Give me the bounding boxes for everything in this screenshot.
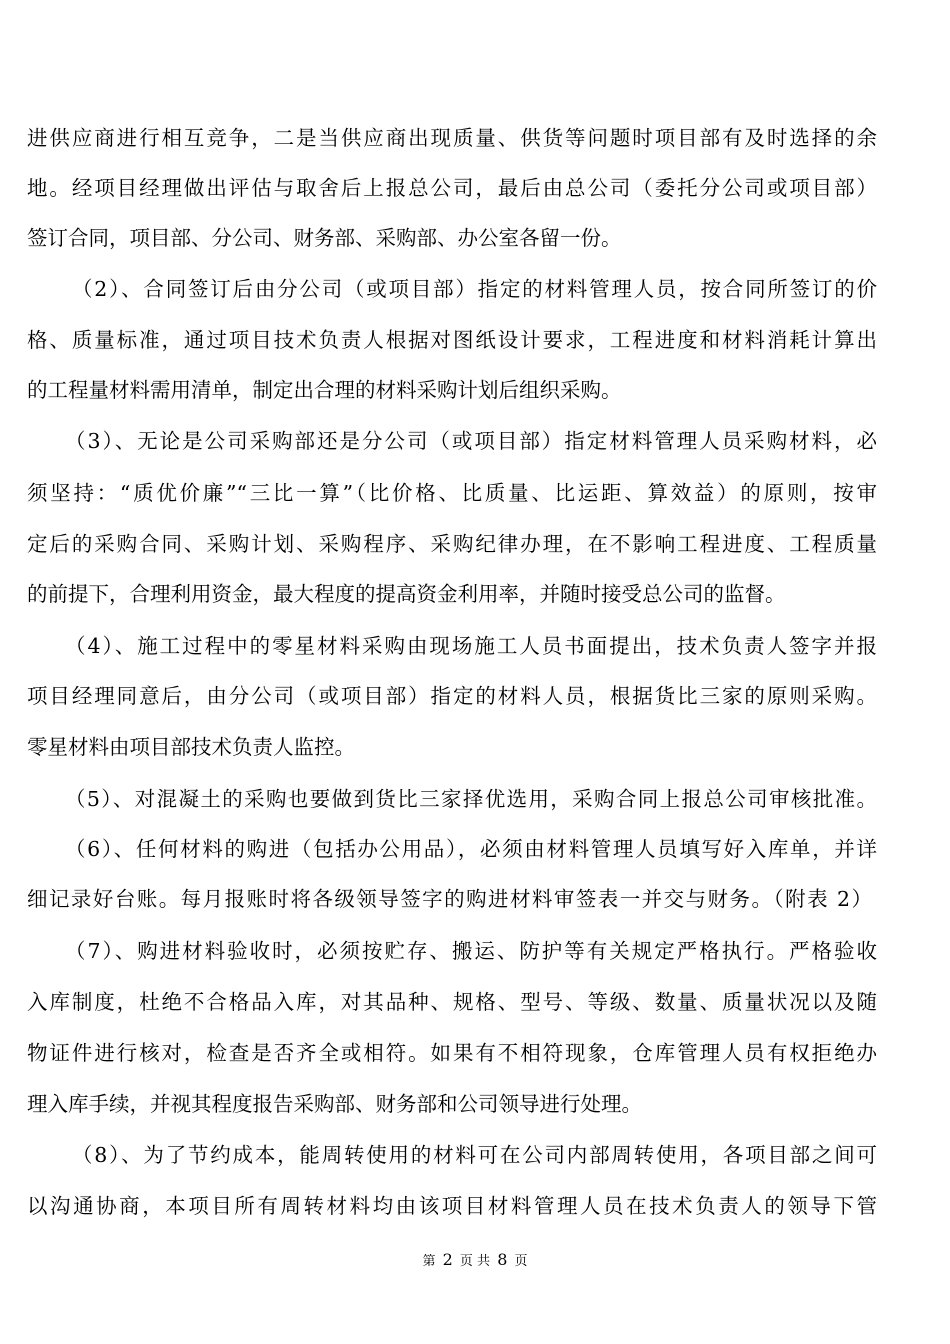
text-line: 项目经理同意后，由分公司（或项目部）指定的材料人员，根据货比三家的原则采购。 (27, 684, 877, 708)
text-line: （2）、合同签订后由分公司（或项目部）指定的材料管理人员，按合同所签订的价 (72, 277, 877, 301)
text-line: 物证件进行核对，检查是否齐全或相符。如果有不相符现象，仓库管理人员有权拒绝办 (27, 1041, 877, 1065)
text-line: 理入库手续，并视其程度报告采购部、财务部和公司领导进行处理。 (27, 1092, 642, 1116)
text-line: 签订合同，项目部、分公司、财务部、采购部、办公室各留一份。 (27, 226, 622, 250)
page-footer (0, 1250, 950, 1272)
text-line: 地。经项目经理做出评估与取舍后上报总公司，最后由总公司（委托分公司或项目部） (27, 176, 877, 200)
text-line: （4）、施工过程中的零星材料采购由现场施工人员书面提出，技术负责人签字并报 (65, 634, 877, 658)
text-line: 以沟通协商，本项目所有周转材料均由该项目材料管理人员在技术负责人的领导下管 (27, 1194, 877, 1218)
text-line: （3）、无论是公司采购部还是分公司（或项目部）指定材料管理人员采购材料，必 (65, 429, 877, 453)
text-line: 零星材料由项目部技术负责人监控。 (27, 735, 355, 759)
footer-suffix: 页 (514, 1254, 528, 1269)
text-line: 须坚持：“质优价廉”“三比一算”（比价格、比质量、比运距、算效益）的原则，按审 (27, 481, 877, 505)
text-line: （5）、对混凝土的采购也要做到货比三家择优选用，采购合同上报总公司审核批准。 (65, 787, 877, 811)
text-line: 格、质量标准，通过项目技术负责人根据对图纸设计要求，工程进度和材料消耗计算出 (27, 328, 877, 352)
text-line: （8）、为了节约成本，能周转使用的材料可在公司内部周转使用，各项目部之间可 (72, 1143, 877, 1167)
text-line: 定后的采购合同、采购计划、采购程序、采购纪律办理，在不影响工程进度、工程质量 (27, 532, 877, 556)
footer-prefix: 第 (422, 1254, 436, 1269)
text-line: （6）、任何材料的购进（包括办公用品），必须由材料管理人员填写好入库单，并详 (65, 837, 877, 861)
text-line: 进供应商进行相互竞争，二是当供应商出现质量、供货等问题时项目部有及时选择的余 (27, 126, 877, 150)
text-line: 细记录好台账。每月报账时将各级领导签字的购进材料审签表一并交与财务。（附表 2） (27, 887, 872, 911)
text-line: 的工程量材料需用清单，制定出合理的材料采购计划后组织采购。 (27, 378, 622, 402)
current-page-number: 2 (442, 1250, 453, 1269)
footer-middle: 页 共 (459, 1254, 491, 1269)
text-line: 入库制度，杜绝不合格品入库，对其品种、规格、型号、等级、数量、质量状况以及随 (27, 990, 877, 1014)
text-line: （7）、购进材料验收时，必须按贮存、搬运、防护等有关规定严格执行。严格验收 (65, 939, 877, 963)
total-pages-number: 8 (497, 1250, 508, 1269)
text-line: 的前提下，合理利用资金，最大程度的提高资金利用率，并随时接受总公司的监督。 (27, 582, 786, 606)
